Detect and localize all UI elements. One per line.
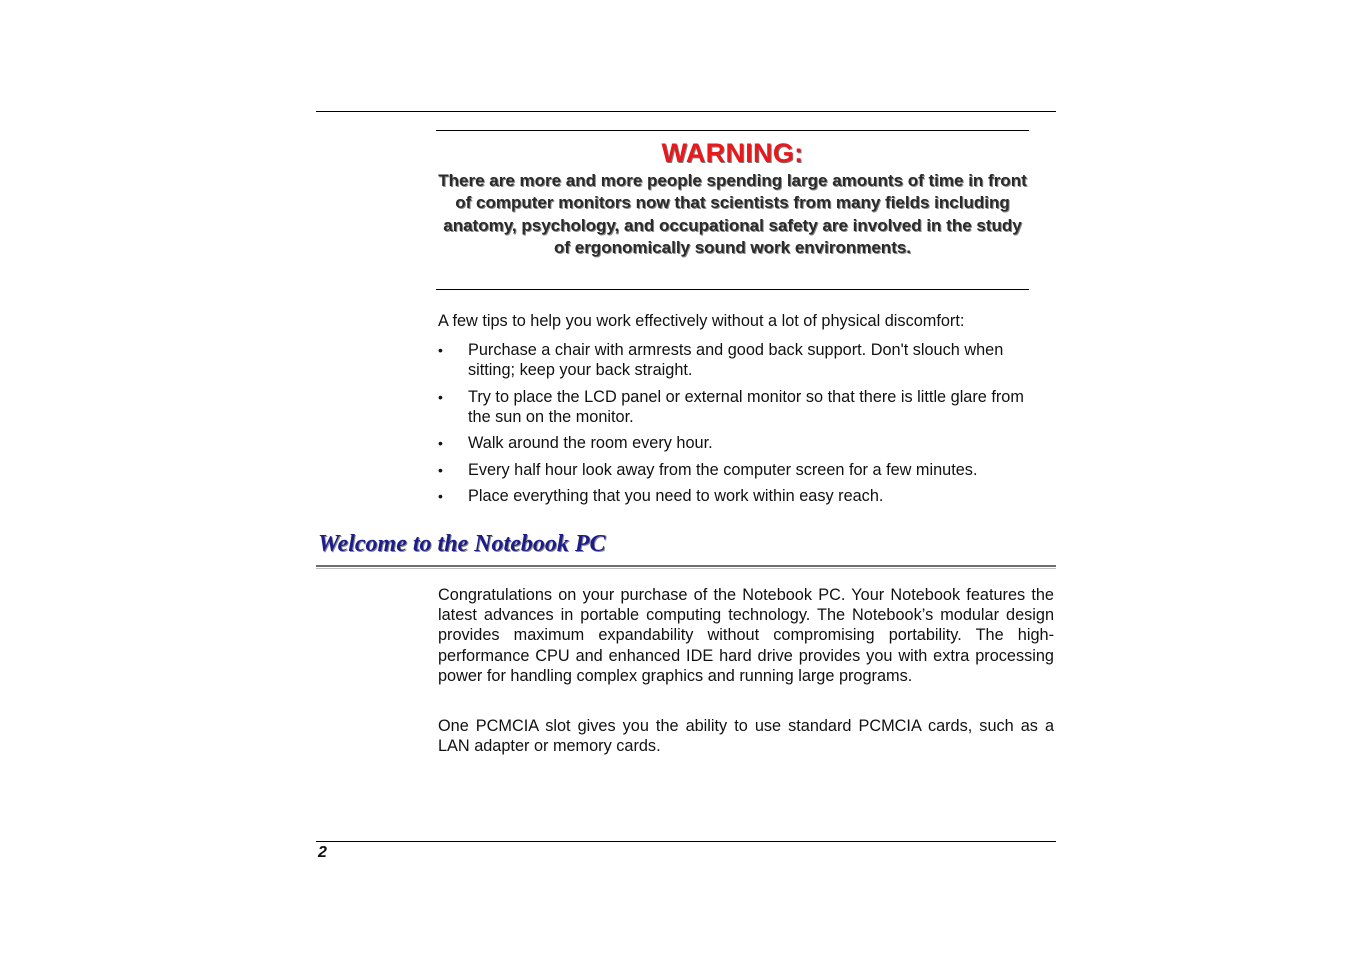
list-item xyxy=(438,433,1044,453)
warning-title: WARNING: xyxy=(661,138,804,168)
list-item xyxy=(438,387,1044,427)
section-heading-rule xyxy=(316,565,1056,567)
pcmcia-paragraph: One PCMCIA slot gives you the ability to use standard PCMCIA cards, such as a LAN adapter or memory cards. xyxy=(438,717,1054,756)
page-number: 2 xyxy=(318,844,327,861)
warning-top-rule xyxy=(436,130,1029,131)
tip-text: Place everything that you need to work within easy reach. xyxy=(468,487,884,505)
bullet-icon: • xyxy=(438,342,443,358)
list-item xyxy=(438,340,1044,380)
tip-text: Try to place the LCD panel or external monitor so that there is little glare from the sun on the monitor. xyxy=(468,387,1024,426)
section-heading: Welcome to the Notebook PC xyxy=(318,531,606,557)
list-item xyxy=(438,486,1044,506)
warning-box xyxy=(436,136,1029,259)
intro-paragraph: Congratulations on your purchase of the Notebook PC. Your Notebook features the latest advances in portable computing technology. The Notebook’s modular design provides maximum expandability without compromising portability. The high-performance CPU and enhanced IDE hard drive provides you with extra processing power for handling complex graphics and running large programs. xyxy=(438,586,1054,685)
tips-intro: A few tips to help you work effectively without a lot of physical discomfort: xyxy=(438,312,965,330)
tip-text: Purchase a chair with armrests and good back support. Don't slouch when sitting; keep your back straight. xyxy=(468,341,1004,379)
bullet-icon: • xyxy=(438,461,443,478)
warning-text: There are more and more people spending large amounts of time in front of computer monitors now that scientists from many fields including anatomy, psychology, and occupational safety are involved in the study of ergonomically sound work environments. xyxy=(438,171,1027,257)
bullet-icon: • xyxy=(438,388,443,405)
section-heading-rule-light xyxy=(316,568,1056,569)
bullet-icon: • xyxy=(438,488,443,504)
list-item xyxy=(438,460,1044,480)
bullet-icon: • xyxy=(438,435,443,451)
footer-rule xyxy=(316,841,1056,842)
tip-text: Walk around the room every hour. xyxy=(468,434,713,452)
header-rule xyxy=(316,111,1056,112)
warning-bottom-rule xyxy=(436,289,1029,290)
tip-text: Every half hour look away from the computer screen for a few minutes. xyxy=(468,460,978,479)
tips-list xyxy=(438,340,1058,513)
